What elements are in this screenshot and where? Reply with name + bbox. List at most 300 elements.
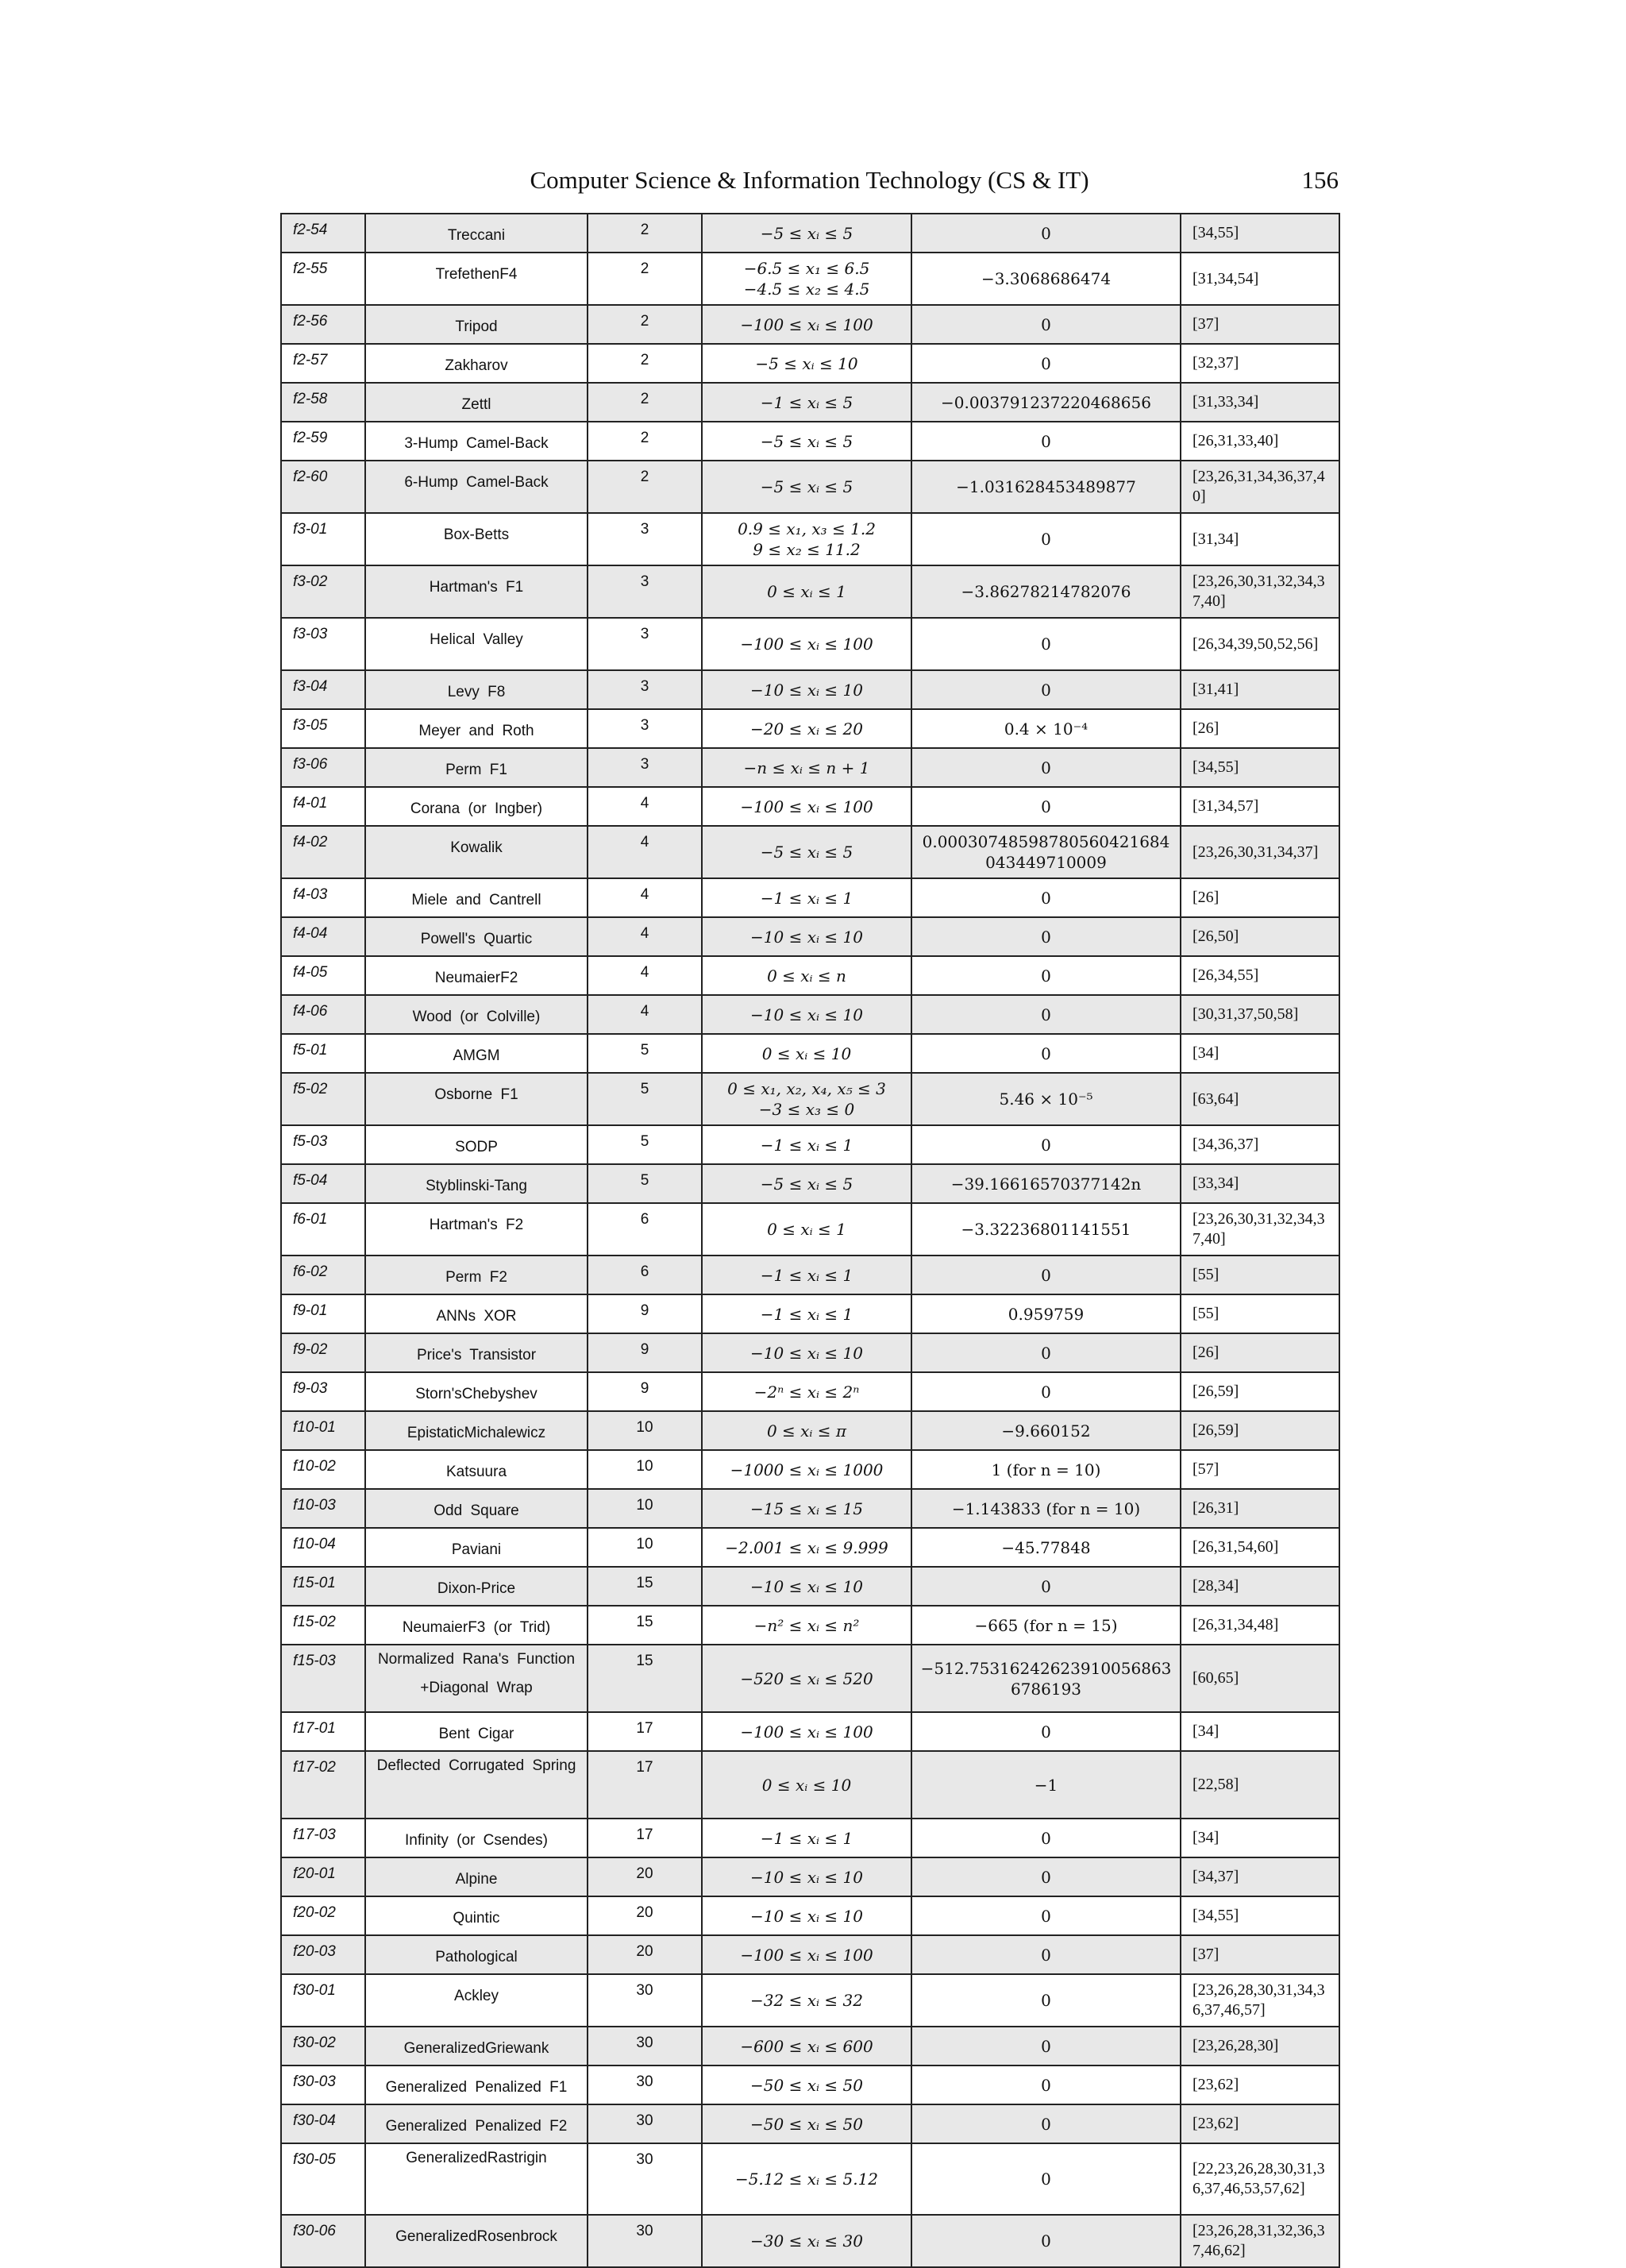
- table-row: [281, 709, 1339, 748]
- dimension-cell: 10: [588, 1411, 702, 1450]
- search-range-cell: −100 ≤ xᵢ ≤ 100: [702, 618, 911, 670]
- references-cell: [34]: [1181, 1712, 1339, 1751]
- dimension-cell: 2: [588, 344, 702, 383]
- dimension-cell: 20: [588, 1896, 702, 1935]
- function-id-cell: f17-03: [281, 1819, 365, 1857]
- table-row: [281, 917, 1339, 956]
- references-cell: [23,26,30,31,32,34,37,40]: [1181, 565, 1339, 618]
- function-name-cell: TrefethenF4: [365, 253, 588, 305]
- function-name-cell: GeneralizedRastrigin: [365, 2143, 588, 2215]
- global-optimum-cell: 0: [911, 2143, 1181, 2215]
- table-row: [281, 787, 1339, 826]
- global-optimum-cell: 0: [911, 1567, 1181, 1606]
- dimension-cell: 6: [588, 1256, 702, 1294]
- function-id-cell: f3-01: [281, 513, 365, 565]
- table-row: [281, 422, 1339, 461]
- dimension-cell: 15: [588, 1645, 702, 1712]
- search-range-cell: −1 ≤ xᵢ ≤ 1: [702, 1819, 911, 1857]
- table-row: [281, 826, 1339, 878]
- references-cell: [34]: [1181, 1034, 1339, 1073]
- search-range-cell: −1 ≤ xᵢ ≤ 1: [702, 1125, 911, 1164]
- search-range-cell: −10 ≤ xᵢ ≤ 10: [702, 917, 911, 956]
- function-id-cell: f30-03: [281, 2066, 365, 2104]
- search-range-cell: 0 ≤ xᵢ ≤ 1: [702, 1203, 911, 1256]
- function-id-cell: f4-02: [281, 826, 365, 878]
- table-row: [281, 2104, 1339, 2143]
- references-cell: [26,50]: [1181, 917, 1339, 956]
- table-row: [281, 1712, 1339, 1751]
- dimension-cell: 30: [588, 2066, 702, 2104]
- table-row: [281, 618, 1339, 670]
- search-range-cell: 0 ≤ xᵢ ≤ 10: [702, 1034, 911, 1073]
- global-optimum-cell: 0: [911, 344, 1181, 383]
- search-range-cell: −1 ≤ xᵢ ≤ 1: [702, 1294, 911, 1333]
- table-row: [281, 383, 1339, 422]
- dimension-cell: 3: [588, 565, 702, 618]
- table-row: [281, 1164, 1339, 1203]
- table-row: [281, 1125, 1339, 1164]
- function-id-cell: f10-04: [281, 1528, 365, 1567]
- table-row: [281, 956, 1339, 995]
- function-name-cell: Zakharov: [365, 344, 588, 383]
- search-range-cell: −10 ≤ xᵢ ≤ 10: [702, 670, 911, 709]
- references-cell: [26,34,55]: [1181, 956, 1339, 995]
- function-id-cell: f20-02: [281, 1896, 365, 1935]
- dimension-cell: 15: [588, 1567, 702, 1606]
- search-range-cell: −10 ≤ xᵢ ≤ 10: [702, 1567, 911, 1606]
- search-range-cell: −20 ≤ xᵢ ≤ 20: [702, 709, 911, 748]
- references-cell: [34,37]: [1181, 1857, 1339, 1896]
- function-id-cell: f30-05: [281, 2143, 365, 2215]
- table-row: [281, 2143, 1339, 2215]
- function-id-cell: f3-04: [281, 670, 365, 709]
- function-id-cell: f6-02: [281, 1256, 365, 1294]
- function-id-cell: f3-05: [281, 709, 365, 748]
- function-id-cell: f2-57: [281, 344, 365, 383]
- table-row: [281, 1489, 1339, 1528]
- function-name-cell: Powell's Quartic: [365, 917, 588, 956]
- dimension-cell: 17: [588, 1712, 702, 1751]
- function-id-cell: f2-58: [281, 383, 365, 422]
- table-row: [281, 1294, 1339, 1333]
- search-range-cell: −5 ≤ xᵢ ≤ 5: [702, 826, 911, 878]
- search-range-cell: −10 ≤ xᵢ ≤ 10: [702, 1896, 911, 1935]
- dimension-cell: 17: [588, 1751, 702, 1819]
- dimension-cell: 10: [588, 1528, 702, 1567]
- global-optimum-cell: 0: [911, 1125, 1181, 1164]
- search-range-cell: −50 ≤ xᵢ ≤ 50: [702, 2104, 911, 2143]
- references-cell: [26]: [1181, 709, 1339, 748]
- function-id-cell: f30-02: [281, 2027, 365, 2066]
- table-row: [281, 1333, 1339, 1372]
- dimension-cell: 9: [588, 1333, 702, 1372]
- dimension-cell: 30: [588, 2215, 702, 2267]
- search-range-cell: −5 ≤ xᵢ ≤ 5: [702, 422, 911, 461]
- function-id-cell: f17-02: [281, 1751, 365, 1819]
- function-name-cell: Corana (or Ingber): [365, 787, 588, 826]
- global-optimum-cell: −3.86278214782076: [911, 565, 1181, 618]
- references-cell: [23,62]: [1181, 2104, 1339, 2143]
- table-row: [281, 1073, 1339, 1125]
- dimension-cell: 10: [588, 1489, 702, 1528]
- table-row: [281, 2027, 1339, 2066]
- table-row: [281, 513, 1339, 565]
- function-name-cell: Miele and Cantrell: [365, 878, 588, 917]
- table-row: [281, 1450, 1339, 1489]
- search-range-cell: −n ≤ xᵢ ≤ n + 1: [702, 748, 911, 787]
- function-name-cell: Quintic: [365, 1896, 588, 1935]
- function-id-cell: f9-03: [281, 1372, 365, 1411]
- dimension-cell: 30: [588, 1974, 702, 2027]
- dimension-cell: 5: [588, 1073, 702, 1125]
- global-optimum-cell: 5.46 × 10⁻⁵: [911, 1073, 1181, 1125]
- dimension-cell: 20: [588, 1857, 702, 1896]
- function-name-cell: Hartman's F2: [365, 1203, 588, 1256]
- dimension-cell: 2: [588, 461, 702, 513]
- references-cell: [26,59]: [1181, 1372, 1339, 1411]
- global-optimum-cell: 0: [911, 2104, 1181, 2143]
- dimension-cell: 5: [588, 1034, 702, 1073]
- function-id-cell: f5-04: [281, 1164, 365, 1203]
- table-row: [281, 1645, 1339, 1712]
- function-id-cell: f2-59: [281, 422, 365, 461]
- references-cell: [34,55]: [1181, 1896, 1339, 1935]
- search-range-cell: −10 ≤ xᵢ ≤ 10: [702, 1333, 911, 1372]
- global-optimum-cell: 0: [911, 422, 1181, 461]
- function-id-cell: f4-01: [281, 787, 365, 826]
- references-cell: [28,34]: [1181, 1567, 1339, 1606]
- search-range-cell: 0 ≤ xᵢ ≤ 1: [702, 565, 911, 618]
- dimension-cell: 2: [588, 305, 702, 344]
- function-id-cell: f5-03: [281, 1125, 365, 1164]
- global-optimum-cell: 0: [911, 618, 1181, 670]
- references-cell: [26,34,39,50,52,56]: [1181, 618, 1339, 670]
- references-cell: [23,26,30,31,32,34,37,40]: [1181, 1203, 1339, 1256]
- global-optimum-cell: 0: [911, 1974, 1181, 2027]
- references-cell: [63,64]: [1181, 1073, 1339, 1125]
- function-id-cell: f3-03: [281, 618, 365, 670]
- table-row: [281, 670, 1339, 709]
- references-cell: [23,26,28,31,32,36,37,46,62]: [1181, 2215, 1339, 2267]
- references-cell: [22,58]: [1181, 1751, 1339, 1819]
- search-range-cell: −100 ≤ xᵢ ≤ 100: [702, 787, 911, 826]
- references-cell: [26,31,54,60]: [1181, 1528, 1339, 1567]
- function-name-cell: Osborne F1: [365, 1073, 588, 1125]
- function-name-cell: Storn'sChebyshev: [365, 1372, 588, 1411]
- table-row: [281, 748, 1339, 787]
- global-optimum-cell: −45.77848: [911, 1528, 1181, 1567]
- references-cell: [34,55]: [1181, 748, 1339, 787]
- function-name-cell: Pathological: [365, 1935, 588, 1974]
- function-name-cell: Meyer and Roth: [365, 709, 588, 748]
- global-optimum-cell: 0: [911, 670, 1181, 709]
- search-range-cell: −50 ≤ xᵢ ≤ 50: [702, 2066, 911, 2104]
- search-range-cell: 0.9 ≤ x₁, x₃ ≤ 1.2 9 ≤ x₂ ≤ 11.2: [702, 513, 911, 565]
- function-name-cell: Perm F2: [365, 1256, 588, 1294]
- function-name-cell: Dixon-Price: [365, 1567, 588, 1606]
- dimension-cell: 6: [588, 1203, 702, 1256]
- function-name-cell: Katsuura: [365, 1450, 588, 1489]
- global-optimum-cell: 0: [911, 214, 1181, 253]
- search-range-cell: −1 ≤ xᵢ ≤ 5: [702, 383, 911, 422]
- benchmark-functions-table: [280, 213, 1340, 2268]
- references-cell: [31,34]: [1181, 513, 1339, 565]
- global-optimum-cell: −39.16616570377142n: [911, 1164, 1181, 1203]
- dimension-cell: 2: [588, 214, 702, 253]
- page-header: [280, 163, 1339, 201]
- function-name-cell: Helical Valley: [365, 618, 588, 670]
- references-cell: [37]: [1181, 1935, 1339, 1974]
- search-range-cell: −5 ≤ xᵢ ≤ 10: [702, 344, 911, 383]
- function-id-cell: f30-06: [281, 2215, 365, 2267]
- table-row: [281, 305, 1339, 344]
- function-name-cell: NeumaierF3 (or Trid): [365, 1606, 588, 1645]
- global-optimum-cell: −1: [911, 1751, 1181, 1819]
- function-id-cell: f2-55: [281, 253, 365, 305]
- search-range-cell: −5 ≤ xᵢ ≤ 5: [702, 1164, 911, 1203]
- function-name-cell: Normalized Rana's Function +Diagonal Wrap: [365, 1645, 588, 1712]
- function-id-cell: f10-01: [281, 1411, 365, 1450]
- global-optimum-cell: 0: [911, 1034, 1181, 1073]
- function-name-cell: Generalized Penalized F1: [365, 2066, 588, 2104]
- references-cell: [34]: [1181, 1819, 1339, 1857]
- references-cell: [55]: [1181, 1256, 1339, 1294]
- references-cell: [26,31]: [1181, 1489, 1339, 1528]
- global-optimum-cell: 0: [911, 956, 1181, 995]
- search-range-cell: −6.5 ≤ x₁ ≤ 6.5 −4.5 ≤ x₂ ≤ 4.5: [702, 253, 911, 305]
- global-optimum-cell: 0: [911, 878, 1181, 917]
- references-cell: [31,34,57]: [1181, 787, 1339, 826]
- dimension-cell: 3: [588, 618, 702, 670]
- table-row: [281, 1567, 1339, 1606]
- global-optimum-cell: 0: [911, 748, 1181, 787]
- dimension-cell: 4: [588, 878, 702, 917]
- function-name-cell: Infinity (or Csendes): [365, 1819, 588, 1857]
- global-optimum-cell: 0: [911, 917, 1181, 956]
- dimension-cell: 4: [588, 956, 702, 995]
- global-optimum-cell: 1 (for n = 10): [911, 1450, 1181, 1489]
- table-row: [281, 2066, 1339, 2104]
- function-id-cell: f2-60: [281, 461, 365, 513]
- references-cell: [23,62]: [1181, 2066, 1339, 2104]
- function-name-cell: Odd Square: [365, 1489, 588, 1528]
- dimension-cell: 30: [588, 2027, 702, 2066]
- global-optimum-cell: 0: [911, 1857, 1181, 1896]
- function-name-cell: GeneralizedRosenbrock: [365, 2215, 588, 2267]
- references-cell: [26]: [1181, 1333, 1339, 1372]
- table-row: [281, 1372, 1339, 1411]
- references-cell: [23,26,30,31,34,37]: [1181, 826, 1339, 878]
- references-cell: [23,26,28,30,31,34,36,37,46,57]: [1181, 1974, 1339, 2027]
- global-optimum-cell: 0: [911, 787, 1181, 826]
- global-optimum-cell: −9.660152: [911, 1411, 1181, 1450]
- function-name-cell: Zettl: [365, 383, 588, 422]
- table-body: [281, 214, 1339, 2267]
- references-cell: [32,37]: [1181, 344, 1339, 383]
- function-name-cell: Ackley: [365, 1974, 588, 2027]
- dimension-cell: 9: [588, 1294, 702, 1333]
- references-cell: [37]: [1181, 305, 1339, 344]
- function-name-cell: Kowalik: [365, 826, 588, 878]
- function-id-cell: f2-56: [281, 305, 365, 344]
- function-id-cell: f15-03: [281, 1645, 365, 1712]
- global-optimum-cell: 0.4 × 10⁻⁴: [911, 709, 1181, 748]
- function-id-cell: f2-54: [281, 214, 365, 253]
- table-row: [281, 1606, 1339, 1645]
- function-name-cell: Hartman's F1: [365, 565, 588, 618]
- search-range-cell: 0 ≤ x₁, x₂, x₄, x₅ ≤ 3 −3 ≤ x₃ ≤ 0: [702, 1073, 911, 1125]
- table-row: [281, 1974, 1339, 2027]
- table-row: [281, 1935, 1339, 1974]
- global-optimum-cell: 0: [911, 1935, 1181, 1974]
- search-range-cell: −1000 ≤ xᵢ ≤ 1000: [702, 1450, 911, 1489]
- function-name-cell: Styblinski-Tang: [365, 1164, 588, 1203]
- table-row: [281, 1751, 1339, 1819]
- references-cell: [31,34,54]: [1181, 253, 1339, 305]
- global-optimum-cell: 0: [911, 305, 1181, 344]
- function-name-cell: Tripod: [365, 305, 588, 344]
- function-name-cell: AMGM: [365, 1034, 588, 1073]
- references-cell: [26,31,34,48]: [1181, 1606, 1339, 1645]
- function-id-cell: f15-01: [281, 1567, 365, 1606]
- function-name-cell: NeumaierF2: [365, 956, 588, 995]
- global-optimum-cell: 0: [911, 1372, 1181, 1411]
- global-optimum-cell: 0.00030748598780560421684043449710009: [911, 826, 1181, 878]
- dimension-cell: 20: [588, 1935, 702, 1974]
- table-row: [281, 1857, 1339, 1896]
- global-optimum-cell: −1.031628453489877: [911, 461, 1181, 513]
- global-optimum-cell: −512.75316242623910056863 6786193: [911, 1645, 1181, 1712]
- global-optimum-cell: −665 (for n = 15): [911, 1606, 1181, 1645]
- function-name-cell: Bent Cigar: [365, 1712, 588, 1751]
- references-cell: [55]: [1181, 1294, 1339, 1333]
- table-row: [281, 878, 1339, 917]
- search-range-cell: −32 ≤ xᵢ ≤ 32: [702, 1974, 911, 2027]
- references-cell: [26]: [1181, 878, 1339, 917]
- dimension-cell: 30: [588, 2143, 702, 2215]
- table-row: [281, 565, 1339, 618]
- references-cell: [22,23,26,28,30,31,36,37,46,53,57,62]: [1181, 2143, 1339, 2215]
- table-row: [281, 214, 1339, 253]
- function-name-cell: Deflected Corrugated Spring: [365, 1751, 588, 1819]
- dimension-cell: 2: [588, 422, 702, 461]
- dimension-cell: 3: [588, 748, 702, 787]
- function-name-cell: ANNs XOR: [365, 1294, 588, 1333]
- references-cell: [23,26,28,30]: [1181, 2027, 1339, 2066]
- global-optimum-cell: −1.143833 (for n = 10): [911, 1489, 1181, 1528]
- search-range-cell: −600 ≤ xᵢ ≤ 600: [702, 2027, 911, 2066]
- page-number: 156: [1301, 166, 1339, 194]
- global-optimum-cell: −3.3068686474: [911, 253, 1181, 305]
- dimension-cell: 4: [588, 787, 702, 826]
- function-name-cell: Perm F1: [365, 748, 588, 787]
- references-cell: [33,34]: [1181, 1164, 1339, 1203]
- global-optimum-cell: 0: [911, 995, 1181, 1034]
- function-id-cell: f10-02: [281, 1450, 365, 1489]
- function-id-cell: f4-06: [281, 995, 365, 1034]
- function-id-cell: f17-01: [281, 1712, 365, 1751]
- table-row: [281, 995, 1339, 1034]
- search-range-cell: −100 ≤ xᵢ ≤ 100: [702, 305, 911, 344]
- global-optimum-cell: −3.32236801141551: [911, 1203, 1181, 1256]
- dimension-cell: 5: [588, 1125, 702, 1164]
- global-optimum-cell: 0: [911, 2215, 1181, 2267]
- search-range-cell: −10 ≤ xᵢ ≤ 10: [702, 995, 911, 1034]
- search-range-cell: −100 ≤ xᵢ ≤ 100: [702, 1935, 911, 1974]
- references-cell: [30,31,37,50,58]: [1181, 995, 1339, 1034]
- search-range-cell: 0 ≤ xᵢ ≤ π: [702, 1411, 911, 1450]
- table-row: [281, 2215, 1339, 2267]
- function-name-cell: 6-Hump Camel-Back: [365, 461, 588, 513]
- global-optimum-cell: 0: [911, 1819, 1181, 1857]
- table-row: [281, 1034, 1339, 1073]
- search-range-cell: −5 ≤ xᵢ ≤ 5: [702, 461, 911, 513]
- function-name-cell: Wood (or Colville): [365, 995, 588, 1034]
- function-name-cell: Box-Betts: [365, 513, 588, 565]
- search-range-cell: −n² ≤ xᵢ ≤ n²: [702, 1606, 911, 1645]
- table-row: [281, 1203, 1339, 1256]
- function-id-cell: f3-02: [281, 565, 365, 618]
- dimension-cell: 9: [588, 1372, 702, 1411]
- function-name-cell: Paviani: [365, 1528, 588, 1567]
- function-id-cell: f15-02: [281, 1606, 365, 1645]
- global-optimum-cell: 0: [911, 513, 1181, 565]
- function-id-cell: f9-02: [281, 1333, 365, 1372]
- function-name-cell: 3-Hump Camel-Back: [365, 422, 588, 461]
- function-name-cell: Levy F8: [365, 670, 588, 709]
- dimension-cell: 4: [588, 995, 702, 1034]
- function-name-cell: Alpine: [365, 1857, 588, 1896]
- table-row: [281, 1528, 1339, 1567]
- search-range-cell: 0 ≤ xᵢ ≤ n: [702, 956, 911, 995]
- references-cell: [34,36,37]: [1181, 1125, 1339, 1164]
- function-id-cell: f9-01: [281, 1294, 365, 1333]
- search-range-cell: −30 ≤ xᵢ ≤ 30: [702, 2215, 911, 2267]
- function-id-cell: f5-02: [281, 1073, 365, 1125]
- global-optimum-cell: 0: [911, 1256, 1181, 1294]
- table-row: [281, 253, 1339, 305]
- function-name-cell: EpistaticMichalewicz: [365, 1411, 588, 1450]
- journal-title: Computer Science & Information Technology (CS & IT): [530, 166, 1089, 194]
- function-id-cell: f5-01: [281, 1034, 365, 1073]
- function-name-cell: Treccani: [365, 214, 588, 253]
- function-name-cell: SODP: [365, 1125, 588, 1164]
- dimension-cell: 30: [588, 2104, 702, 2143]
- table-row: [281, 1896, 1339, 1935]
- dimension-cell: 4: [588, 917, 702, 956]
- search-range-cell: −520 ≤ xᵢ ≤ 520: [702, 1645, 911, 1712]
- references-cell: [60,65]: [1181, 1645, 1339, 1712]
- function-id-cell: f3-06: [281, 748, 365, 787]
- function-id-cell: f30-04: [281, 2104, 365, 2143]
- dimension-cell: 3: [588, 513, 702, 565]
- function-name-cell: Generalized Penalized F2: [365, 2104, 588, 2143]
- function-id-cell: f20-03: [281, 1935, 365, 1974]
- function-id-cell: f20-01: [281, 1857, 365, 1896]
- search-range-cell: −2.001 ≤ xᵢ ≤ 9.999: [702, 1528, 911, 1567]
- references-cell: [34,55]: [1181, 214, 1339, 253]
- search-range-cell: −10 ≤ xᵢ ≤ 10: [702, 1857, 911, 1896]
- global-optimum-cell: 0.959759: [911, 1294, 1181, 1333]
- search-range-cell: −1 ≤ xᵢ ≤ 1: [702, 878, 911, 917]
- search-range-cell: −100 ≤ xᵢ ≤ 100: [702, 1712, 911, 1751]
- table-row: [281, 1411, 1339, 1450]
- dimension-cell: 17: [588, 1819, 702, 1857]
- global-optimum-cell: 0: [911, 2066, 1181, 2104]
- function-id-cell: f4-03: [281, 878, 365, 917]
- dimension-cell: 2: [588, 383, 702, 422]
- dimension-cell: 3: [588, 670, 702, 709]
